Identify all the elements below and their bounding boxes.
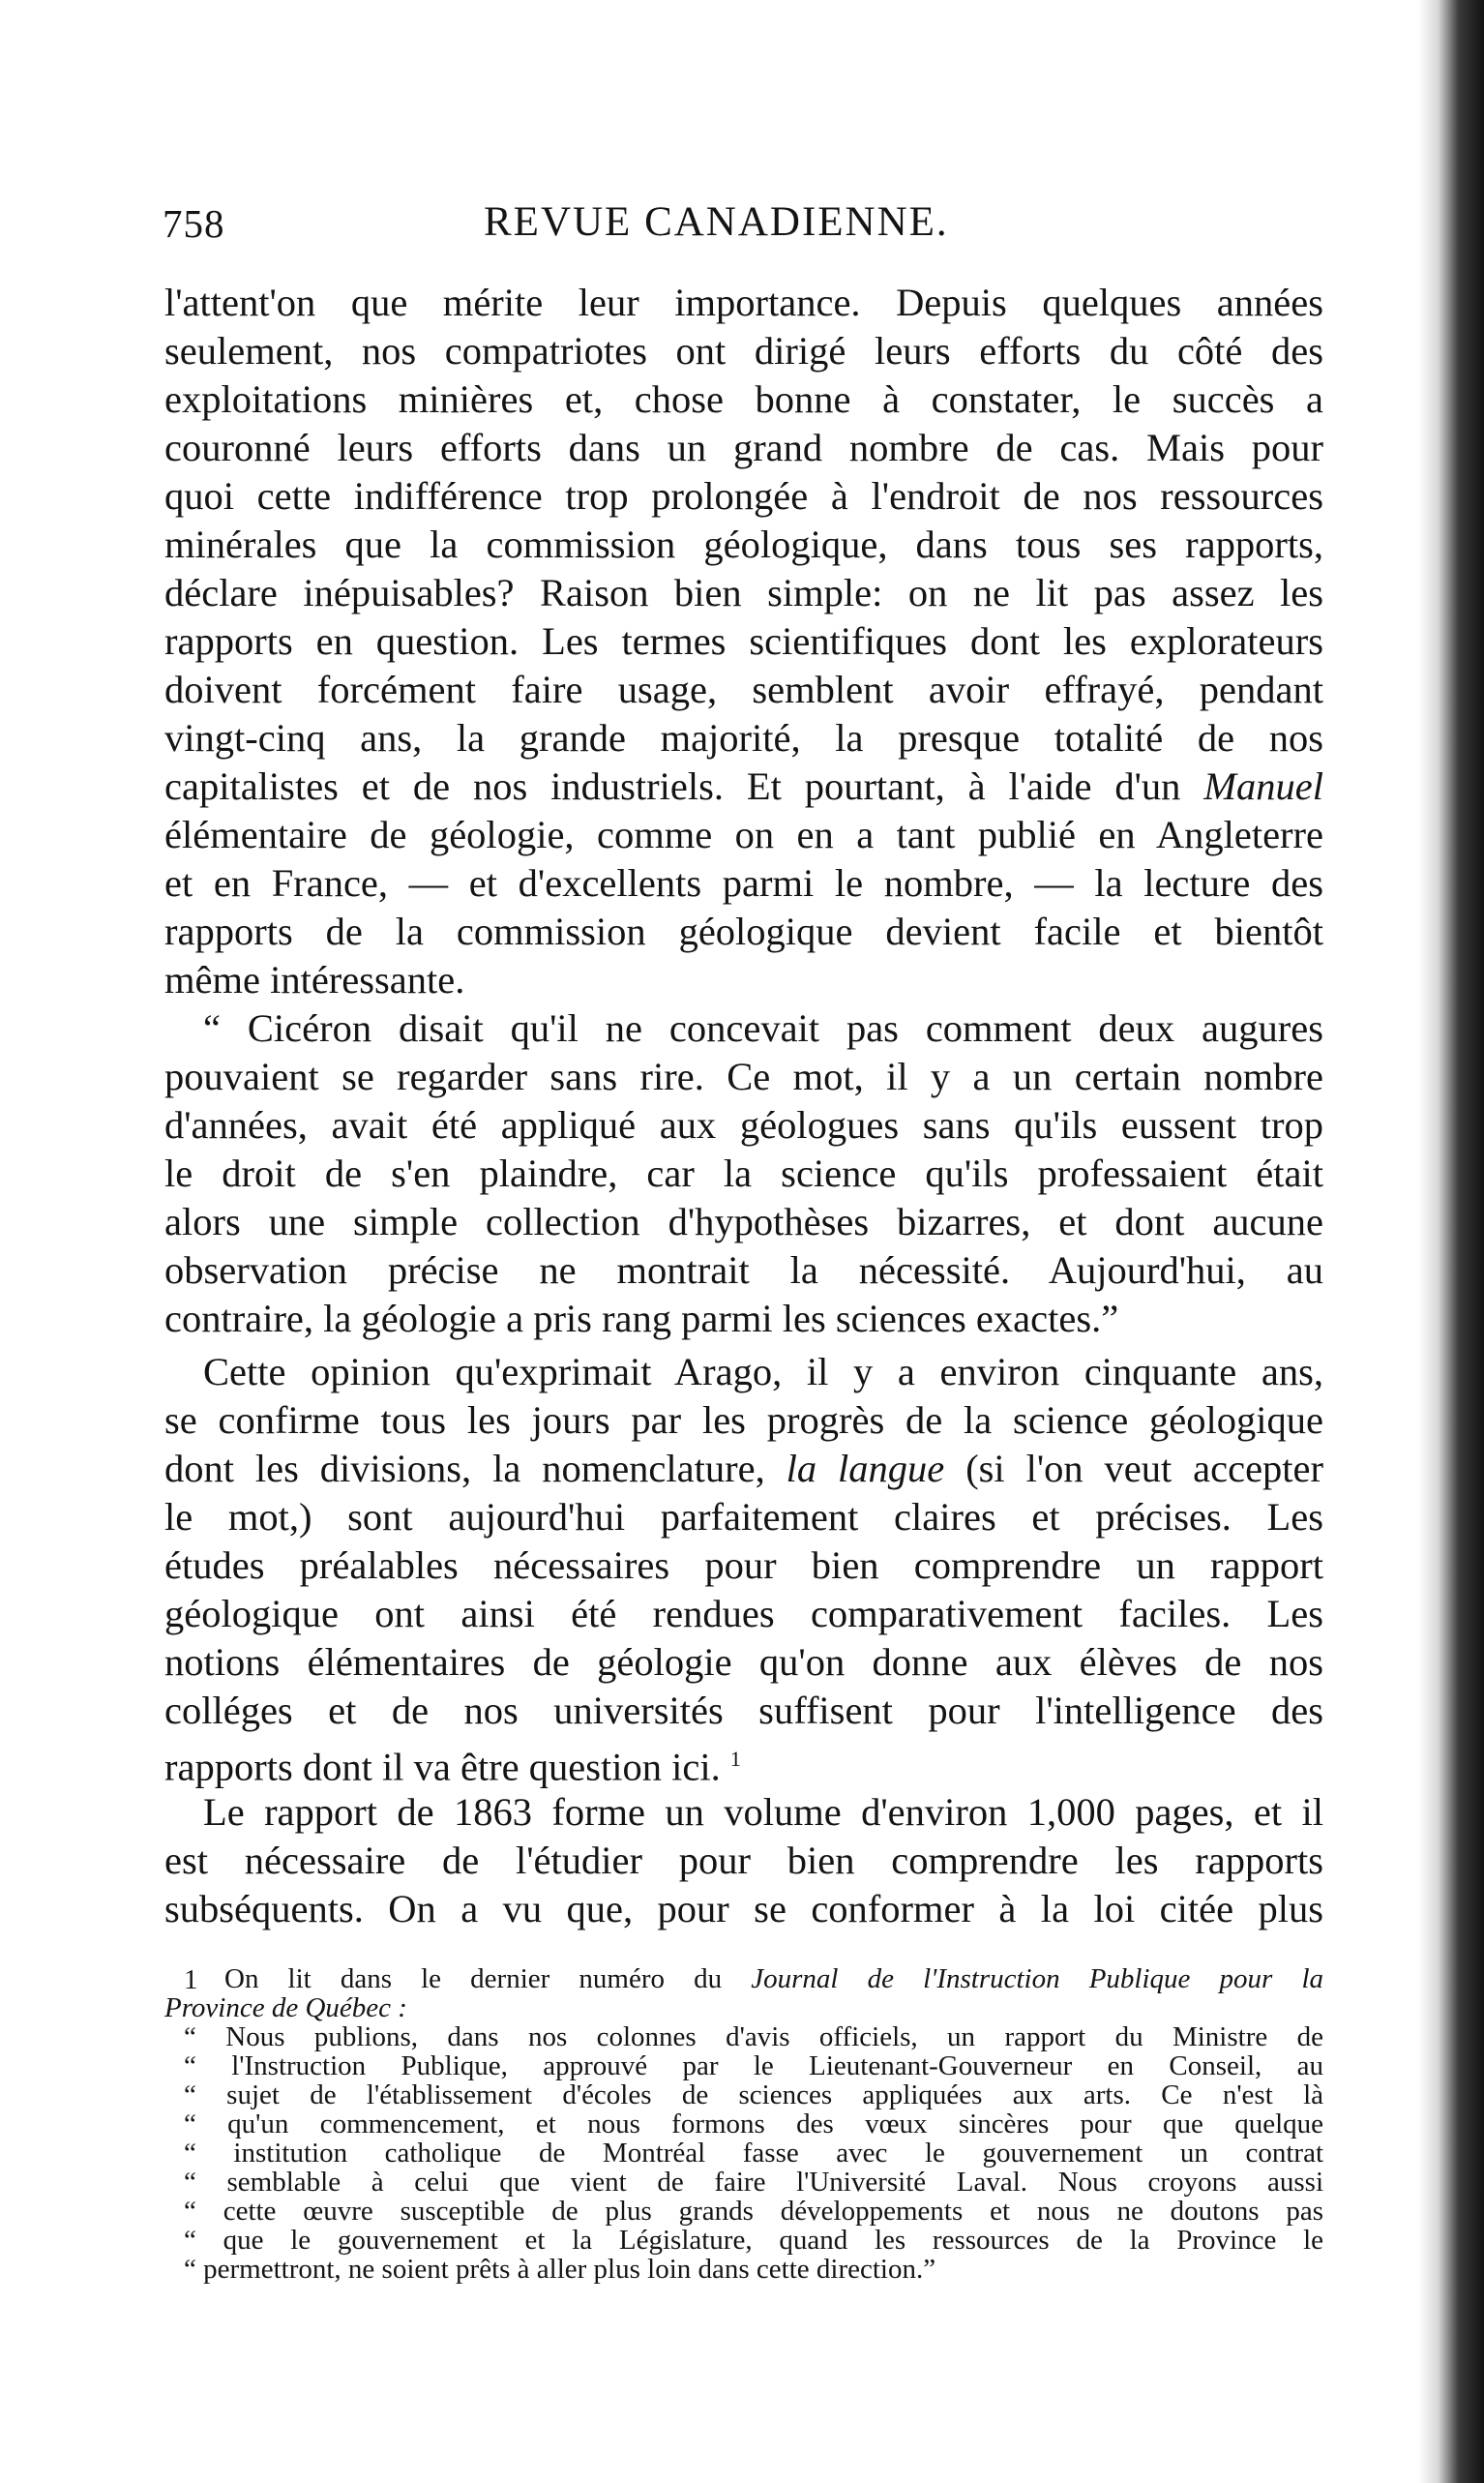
page-edge-shadow: [1418, 0, 1484, 2483]
text-line: l'attent'on que mérite leur importance. Depuis quelques années: [164, 281, 1323, 324]
text-line: le mot,) sont aujourd'hui parfaitement claires et précises. Les: [164, 1495, 1323, 1539]
text-line: le droit de s'en plaindre, car la science qu'ils professaient était: [164, 1152, 1323, 1195]
text-line: rapports de la commission géologique devient facile et bientôt: [164, 910, 1323, 953]
footnote-line: On lit dans le dernier numéro du Journal de l'Instruction Publique pour la: [224, 1963, 1324, 1994]
text-line: Le rapport de 1863 forme un volume d'environ 1,000 pages, et il: [203, 1790, 1323, 1834]
footnote-line: “ l'Instruction Publique, approuvé par le Lieutenant-Gouverneur en Conseil, au: [184, 2050, 1323, 2081]
italic-word: Manuel: [1203, 764, 1323, 808]
footnote-line: “ que le gouvernement et la Législature, quand les ressources de la Province le: [184, 2225, 1323, 2256]
text-line: études préalables nécessaires pour bien comprendre un rapport: [164, 1543, 1323, 1587]
text-line: dont les divisions, la nomenclature, la langue (si l'on veut accepter: [164, 1447, 1324, 1490]
text-line: Cette opinion qu'exprimait Arago, il y a environ cinquante ans,: [203, 1350, 1323, 1393]
text-line: subséquents. On a vu que, pour se conformer à la loi citée plus: [164, 1887, 1323, 1930]
footnote-line: “ cette œuvre susceptible de plus grands développements et nous ne doutons pas: [184, 2196, 1323, 2227]
text-line: exploitations minières et, chose bonne à constater, le succès a: [164, 377, 1323, 421]
text-line: doivent forcément faire usage, semblent avoir effrayé, pendant: [164, 668, 1323, 711]
text-line: minérales que la commission géologique, dans tous ses rapports,: [164, 523, 1323, 566]
text-line: colléges et de nos universités suffisent pour l'intelligence des: [164, 1689, 1323, 1732]
footnote-line: Province de Québec :: [164, 1992, 407, 2023]
text-line: d'années, avait été appliqué aux géologues sans qu'ils eussent trop: [164, 1103, 1323, 1147]
footnote-number: 1: [184, 1964, 198, 1995]
text-line: est nécessaire de l'étudier pour bien comprendre les rapports: [164, 1839, 1323, 1882]
footnote-line: “ Nous publions, dans nos colonnes d'avis officiels, un rapport du Ministre de: [184, 2021, 1323, 2052]
text-line: se confirme tous les jours par les progrès de la science géologique: [164, 1398, 1323, 1442]
italic-phrase: la langue: [786, 1447, 945, 1490]
footnote-marker: 1: [729, 1747, 741, 1771]
text-line: rapports dont il va être question ici. $^1$: [164, 1745, 741, 1789]
footnote-line: “ qu'un commencement, et nous formons des vœux sincères pour que quelque: [184, 2109, 1323, 2139]
text-line: observation précise ne montrait la nécessité. Aujourd'hui, au: [164, 1248, 1323, 1292]
text-line: seulement, nos compatriotes ont dirigé leurs efforts du côté des: [164, 329, 1323, 373]
text-line: rapports en question. Les termes scientifiques dont les explorateurs: [164, 619, 1323, 663]
text-line: couronné leurs efforts dans un grand nombre de cas. Mais pour: [164, 426, 1323, 469]
footnote-line: “ permettront, ne soient prêts à aller plus loin dans cette direction.”: [184, 2254, 936, 2285]
text-line: contraire, la géologie a pris rang parmi les sciences exactes.”: [164, 1297, 1119, 1340]
text-line: “ Cicéron disait qu'il ne concevait pas comment deux augures: [203, 1006, 1323, 1050]
footnote-line: “ semblable à celui que vient de faire l'Université Laval. Nous croyons aussi: [184, 2167, 1323, 2198]
footnote-line: “ sujet de l'établissement d'écoles de sciences appliquées aux arts. Ce n'est là: [184, 2079, 1323, 2110]
text-line: vingt-cinq ans, la grande majorité, la presque totalité de nos: [164, 716, 1323, 760]
text-line: capitalistes et de nos industriels. Et pourtant, à l'aide d'un Manuel: [164, 764, 1323, 808]
text-line: quoi cette indifférence trop prolongée à l'endroit de nos ressources: [164, 474, 1323, 518]
text-line: même intéressante.: [164, 958, 465, 1002]
text-line: déclare inépuisables? Raison bien simple: on ne lit pas assez les: [164, 571, 1323, 614]
text-line: notions élémentaires de géologie qu'on donne aux élèves de nos: [164, 1640, 1323, 1684]
text-line: élémentaire de géologie, comme on en a tant publié en Angleterre: [164, 813, 1323, 856]
page-number: 758: [163, 201, 225, 246]
text-line: et en France, — et d'excellents parmi le nombre, — la lecture des: [164, 861, 1323, 905]
text-line: alors une simple collection d'hypothèses bizarres, et dont aucune: [164, 1200, 1323, 1243]
text-line: géologique ont ainsi été rendues comparativement faciles. Les: [164, 1592, 1323, 1635]
running-title: REVUE CANADIENNE.: [484, 199, 949, 245]
footnote-line: “ institution catholique de Montréal fasse avec le gouvernement un contrat: [184, 2138, 1323, 2169]
text-line: pouvaient se regarder sans rire. Ce mot, il y a un certain nombre: [164, 1055, 1323, 1098]
